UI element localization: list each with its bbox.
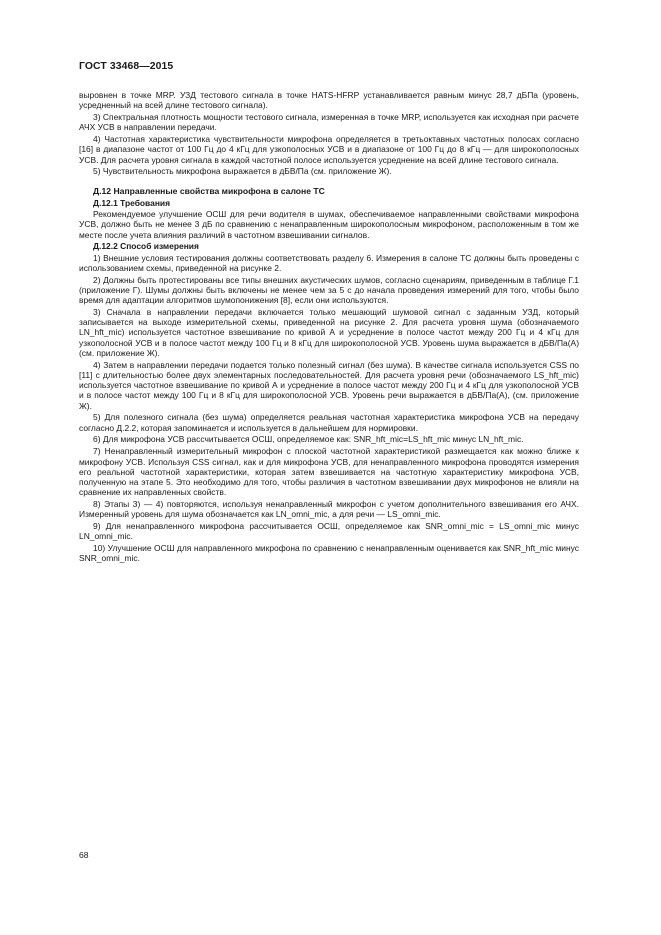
method-item-5: 5) Для полезного сигнала (без шума) определяется реальная частотная характеристика микрофона УСВ на передачу согласно Д.2.2, которая запоминается и используется в дальнейшем для нормировки. — [79, 412, 579, 433]
method-item-10: 10) Улучшение ОСШ для направленного микрофона по сравнению с ненаправленным оценивается как SNR_hft_mic минус SNR_omni_mic. — [79, 543, 579, 564]
document-header: ГОСТ 33468—2015 — [79, 61, 174, 72]
method-item-4: 4) Затем в направлении передачи подается только полезный сигнал (без шума). В качестве сигнала используется CSS по [11] с длительностью более двух элементарных последовательностей. Для расчета уровня речи (обозначаемого LS_hft_mic) используется частотное взвешивание по кривой А и усреднение в полосе частот между 200 Гц и 4 кГц для узкополосной УСВ и в полосе частот между 100 Гц и 8 кГц для широкополосной УСВ. Уровень речи выражается в дБВ/Па(А), (см. приложение Ж). — [79, 359, 579, 411]
section-heading: Д.12 Направленные свойства микрофона в салоне ТС — [93, 185, 325, 196]
method-item-7: 7) Ненаправленный измерительный микрофон с плоской частотной характеристикой размещается как можно ближе к микрофону УСВ. Используя CSS сигнал, как и для микрофона УСВ, для ненаправленного микрофона проводятся измерения его реальной частотной характеристики, которая затем взвешивается на частотную характеристику микрофона УСВ, полученную на этапе 5. Это необходимо для того, чтобы различия в частотном взвешивании двух микрофонов не влияли на сравнение их направленных свойств. — [79, 446, 579, 498]
document-body — [79, 90, 579, 565]
paragraph-continuation: выровнен в точке MRP. УЗД тестового сигнала в точке HATS-HFRP устанавливается равным минус 28,7 дБПа (уровень, усредненный на всей длине тестового сигнала). — [79, 90, 579, 111]
method-item-6: 6) Для микрофона УСВ рассчитывается ОСШ, определяемое как: SNR_hft_mic=LS_hft_mic минус LN_hft_mic. — [93, 434, 524, 445]
paragraph-item-4: 4) Частотная характеристика чувствительности микрофона определяется в третьоктавных частотных полосах согласно [16] в диапазоне частот от 100 Гц до 4 кГц для узкополосных УСВ и в диапазоне от 100 Гц до 8 кГц — для широкополосных УСВ. Для расчета уровня сигнала в каждой частотной полосе используется усреднение на всей длине тестового сигнала. — [79, 134, 579, 165]
paragraph-item-3: 3) Спектральная плотность мощности тестового сигнала, измеренная в точке MRP, используется как исходная при расчете АЧХ УСВ в направлении передачи. — [79, 112, 579, 133]
requirements-text: Рекомендуемое улучшение ОСШ для речи водителя в шумах, обеспечиваемое направленными свойствами микрофона УСВ, должно быть не менее 3 дБ по сравнению с ненаправленным широкополосным микрофоном, расположенным в том же месте после учета влияния различий в частотном взвешивании сигналов. — [79, 209, 579, 240]
subsection-heading-method: Д.12.2 Способ измерения — [93, 241, 199, 252]
subsection-heading-requirements: Д.12.1 Требования — [93, 197, 171, 208]
method-item-8: 8) Этапы 3) — 4) повторяются, используя ненаправленный микрофон с учетом дополнительного взвешивания его АЧХ. Измеренный уровень для шума обозначается как LN_omni_mic, а для речи — LS_omni_mic. — [79, 499, 579, 520]
method-item-2: 2) Должны быть протестированы все типы внешних акустических шумов, согласно сценариям, приведенным в таблице Г.1 (приложение Г). Шумы должны быть включены не менее чем за 5 с до начала проведения измерений для того, чтобы было время для адаптации алгоритмов шумопонижения [8], если они используются. — [79, 274, 579, 306]
method-item-1: 1) Внешние условия тестирования должны соответствовать разделу 6. Измерения в салоне ТС должны быть проведены с использованием схемы, приведенной на рисунке 2. — [79, 252, 579, 273]
paragraph-item-5: 5) Чувствительность микрофона выражается в дБВ/Па (см. приложение Ж). — [93, 166, 392, 177]
method-item-3: 3) Сначала в направлении передачи включается только мешающий шумовой сигнал с заданным УЗД, который записывается на выходе измерительной схемы, приведенной на рисунке 2. Для расчета уровня шума (обозначаемого LN_hft_mic) используется частотное взвешивание по кривой А и усреднение в полосе частот между 200 Гц и 4 кГц для узкополосной УСВ и в полосе частот между 100 Гц и 8 кГц для широкополосной УСВ. Уровень шума выражается в дБВ/Па(А) (см. приложение Ж). — [79, 306, 579, 358]
method-item-9: 9) Для ненаправленного микрофона рассчитывается ОСШ, определяемое как SNR_omni_mic = LS_omni_mic минус LN_omni_mic. — [79, 521, 579, 542]
page-number: 68 — [79, 850, 89, 860]
